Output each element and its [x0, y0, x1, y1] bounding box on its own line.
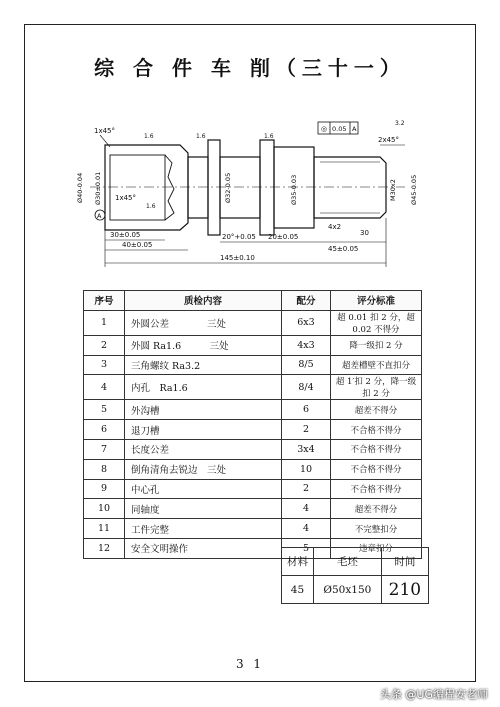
inspection-table — [83, 290, 422, 559]
row-content: 内孔 Ra1.6 — [125, 375, 282, 400]
roughness-general: 3.2 — [395, 120, 405, 127]
part-drawing — [60, 105, 440, 270]
header-score: 配分 — [282, 291, 331, 311]
table-row — [84, 355, 422, 375]
header-blank: 毛坯 — [313, 548, 381, 576]
roughness-mark-1: 1.6 — [144, 133, 154, 140]
row-content: 外圆 Ra1.6 三处 — [125, 335, 282, 355]
inspection-header-row — [84, 291, 422, 311]
row-no: 4 — [84, 375, 125, 400]
row-content: 倒角清角去锐边 三处 — [125, 459, 282, 479]
len-20a: 20°+0.05 — [222, 233, 256, 241]
table-row — [84, 519, 422, 539]
table-row — [84, 420, 422, 440]
row-no: 12 — [84, 538, 125, 558]
blank-value: Ø50x150 — [313, 576, 381, 604]
material-table — [281, 547, 429, 604]
row-score: 8/5 — [282, 355, 331, 375]
row-no: 9 — [84, 479, 125, 499]
row-score: 8/4 — [282, 375, 331, 400]
chamfer-inner-label: 1x45° — [115, 194, 137, 202]
material-value-row — [282, 576, 429, 604]
row-no: 1 — [84, 310, 125, 335]
row-score: 2 — [282, 479, 331, 499]
chamfer-left-label: 1x45° — [94, 127, 116, 135]
row-score: 4 — [282, 499, 331, 519]
row-standard: 超 1′扣 2 分，降一级扣 2 分 — [331, 375, 422, 400]
row-content: 外圆公差 三处 — [125, 310, 282, 335]
roughness-mark-2: 1.6 — [196, 133, 206, 140]
row-score: 3x4 — [282, 439, 331, 459]
table-row — [84, 400, 422, 420]
dia-outer-left: Ø40-0.04 — [76, 172, 84, 203]
header-content: 质检内容 — [125, 291, 282, 311]
page-title: 综 合 件 车 削（三十一） — [94, 56, 406, 80]
row-standard: 超差不得分 — [331, 400, 422, 420]
material-header-row — [282, 548, 429, 576]
len-30: 30 — [360, 229, 369, 237]
table-row — [84, 310, 422, 335]
table-row — [84, 479, 422, 499]
row-content: 工件完整 — [125, 519, 282, 539]
table-row — [84, 335, 422, 355]
row-no: 2 — [84, 335, 125, 355]
row-no: 3 — [84, 355, 125, 375]
row-no: 8 — [84, 459, 125, 479]
table-row — [84, 439, 422, 459]
chamfer-right-label: 2x45° — [378, 136, 400, 144]
roughness-mark-4: 1.6 — [146, 203, 156, 210]
dia-mid: Ø35-0.03 — [290, 174, 298, 205]
len-40: 40±0.05 — [122, 241, 153, 249]
row-content: 安全文明操作 — [125, 538, 282, 558]
material-value: 45 — [282, 576, 314, 604]
header-time: 时间 — [381, 548, 428, 576]
row-standard: 超差槽壁不直扣分 — [331, 355, 422, 375]
row-no: 11 — [84, 519, 125, 539]
row-score: 4x3 — [282, 335, 331, 355]
row-standard: 降一级扣 2 分 — [331, 335, 422, 355]
row-standard: 不合格不得分 — [331, 459, 422, 479]
row-standard: 超 0.01 扣 2 分，超 0.02 不得分 — [331, 310, 422, 335]
len-bore: 30±0.05 — [110, 231, 141, 239]
roughness-mark-3: 1.6 — [264, 133, 274, 140]
row-content: 中心孔 — [125, 479, 282, 499]
row-no: 5 — [84, 400, 125, 420]
row-content: 外沟槽 — [125, 400, 282, 420]
row-score: 6 — [282, 400, 331, 420]
datum-reference: A — [352, 125, 357, 133]
row-standard: 违章扣分 — [331, 538, 422, 558]
row-score: 10 — [282, 459, 331, 479]
len-45: 45±0.05 — [328, 245, 359, 253]
row-no: 7 — [84, 439, 125, 459]
table-row — [84, 459, 422, 479]
row-content: 退刀槽 — [125, 420, 282, 440]
concentricity-symbol: ◎ — [321, 125, 328, 133]
page-number: 3 1 — [235, 657, 265, 671]
dia-right: Ø45-0.05 — [410, 174, 418, 205]
header-no: 序号 — [84, 291, 125, 311]
thread-spec: M30x2 — [389, 179, 397, 201]
table-row — [84, 375, 422, 400]
header-material: 材料 — [282, 548, 314, 576]
dia-neck: Ø32-0.05 — [224, 172, 232, 203]
row-score: 5 — [282, 538, 331, 558]
row-no: 10 — [84, 499, 125, 519]
row-score: 2 — [282, 420, 331, 440]
row-score: 4 — [282, 519, 331, 539]
row-standard: 不合格不得分 — [331, 439, 422, 459]
row-score: 6x3 — [282, 310, 331, 335]
dia-bore: Ø30±0.01 — [94, 171, 102, 205]
row-content: 长度公差 — [125, 439, 282, 459]
len-20b: 20±0.05 — [268, 233, 299, 241]
row-standard: 不合格不得分 — [331, 479, 422, 499]
groove-spec: 4x2 — [328, 223, 342, 231]
concentricity-value: 0.05 — [332, 125, 347, 133]
header-standard: 评分标准 — [331, 291, 422, 311]
row-standard: 超差不得分 — [331, 499, 422, 519]
time-value: 210 — [381, 576, 428, 604]
row-standard: 不合格不得分 — [331, 420, 422, 440]
datum-letter: A — [97, 212, 102, 220]
watermark: 头条 @UG编程安老师 — [379, 688, 488, 701]
row-content: 三角螺纹 Ra3.2 — [125, 355, 282, 375]
table-row — [84, 499, 422, 519]
row-standard: 不完整扣分 — [331, 519, 422, 539]
row-no: 6 — [84, 420, 125, 440]
row-content: 同轴度 — [125, 499, 282, 519]
total-length: 145±0.10 — [220, 254, 255, 262]
